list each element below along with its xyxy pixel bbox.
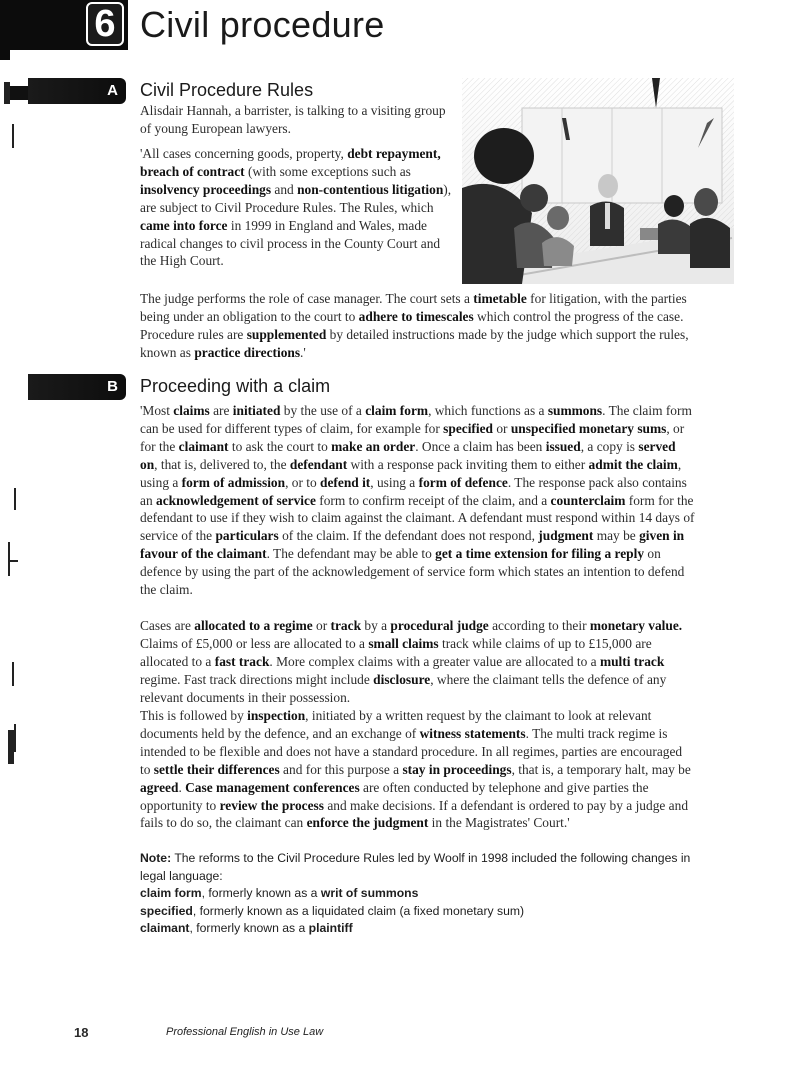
section-b-paragraph-2	[140, 617, 695, 707]
key-term: witness statements	[419, 725, 526, 741]
key-term: review the process	[219, 797, 324, 813]
key-term: settle their differences	[153, 761, 280, 777]
note-text: The reforms to the Civil Procedure Rules led by Woolf in 1998 included the following changes in legal language:	[140, 851, 691, 883]
paragraph-text: This is followed by	[140, 708, 248, 723]
key-term: get a time extension for filing a reply	[435, 546, 645, 562]
key-term: stay in proceedings	[402, 761, 512, 777]
unit-number: 6	[94, 3, 116, 45]
key-term: inspection	[247, 708, 306, 723]
margin-mark	[14, 724, 16, 752]
key-term: came into force	[140, 217, 228, 233]
paragraph-text: or	[493, 420, 511, 436]
key-term: timetable	[473, 291, 527, 306]
paragraph-text: , a copy is	[580, 438, 639, 454]
paragraph-text: and	[271, 181, 298, 197]
key-term: debt repayment, breach of contract	[140, 146, 441, 179]
note-lines	[140, 885, 700, 938]
key-term: summons	[547, 403, 603, 418]
section-b-paragraph-1	[140, 402, 695, 599]
note-former-term: writ of summons	[320, 886, 419, 900]
key-term: unspecified monetary sums	[510, 420, 667, 436]
key-term: form of defence	[418, 474, 508, 490]
paragraph-text: 'All cases concerning goods, property,	[140, 146, 348, 161]
paragraph-text: by a	[361, 618, 391, 633]
paragraph-text: form to confirm receipt of the claim, and a	[315, 492, 551, 508]
key-term: fast track	[214, 653, 270, 669]
paragraph-text: . The multi track regime is intended to be flexible and does not have a standard procedure. In all regimes, parties are encouraged to	[140, 725, 683, 777]
paragraph-text: of the claim. If the defendant does not respond,	[278, 528, 539, 544]
note-intro	[140, 850, 700, 885]
key-term: served on	[140, 438, 676, 472]
paragraph-text: with a response pack inviting them to either	[347, 456, 589, 472]
paragraph-text: .	[178, 779, 186, 795]
paragraph-text: . The response pack also contains an	[140, 474, 687, 508]
paragraph-text: regime. Fast track directions might include	[140, 671, 374, 687]
key-term: issued	[545, 438, 581, 454]
note-term: claimant	[140, 921, 190, 935]
key-term: agreed	[140, 779, 179, 795]
key-term: acknowledgement of service	[156, 492, 316, 508]
key-term: procedural judge	[390, 618, 489, 633]
paragraph-text: , using a	[370, 474, 419, 490]
paragraph-text: . Once a claim has been	[415, 438, 546, 454]
note-term: claim form	[140, 886, 202, 900]
key-term: admit the claim	[588, 456, 678, 472]
section-a-paragraph-1	[140, 145, 458, 270]
paragraph-text: for litigation, with the parties being under an obligation to the court to	[140, 291, 687, 324]
key-term: non-contentious litigation	[297, 181, 444, 197]
paragraph-text: , or for the	[140, 420, 685, 454]
unit-title: Civil procedure	[140, 4, 385, 45]
key-term: initiated	[232, 403, 281, 418]
margin-mark	[10, 86, 28, 100]
paragraph-text: , or to	[285, 474, 321, 490]
key-term: allocated to a regime	[194, 618, 313, 633]
paragraph-text: are	[209, 403, 233, 418]
section-b-paragraph-3	[140, 707, 695, 832]
key-term: particulars	[215, 528, 279, 544]
key-term: enforce the judgment	[306, 815, 429, 831]
key-term: claims	[173, 403, 210, 418]
section-b-heading: Proceeding with a claim	[140, 376, 331, 396]
paragraph-text: in the Magistrates' Court.'	[428, 815, 570, 831]
note-term: specified	[140, 903, 193, 918]
paragraph-text: according to their	[488, 618, 590, 633]
section-a-paragraph-2	[140, 290, 695, 362]
paragraph-text: , where the claimant tells the defence of any relevant documents in their possession.	[140, 671, 667, 705]
paragraph-text: in 1999 in England and Wales, made radical changes to civil process in the County Court and the High Court.	[140, 217, 441, 269]
paragraph-text: , that is, a temporary halt, may be	[511, 761, 691, 777]
note-label: Note:	[140, 851, 172, 865]
key-term: practice directions	[194, 344, 301, 360]
key-term: given in favour of the claimant	[140, 528, 685, 562]
key-term: counterclaim	[550, 492, 626, 508]
paragraph-text: which control the progress of the case. Procedure rules are	[140, 308, 684, 342]
key-term: insolvency proceedings	[140, 181, 272, 197]
paragraph-text: to ask the court to	[228, 438, 332, 454]
paragraph-text: Cases are	[140, 618, 195, 633]
key-term: claim form	[365, 403, 429, 418]
paragraph-text: and for this purpose a	[279, 761, 403, 777]
key-term: claimant	[178, 438, 229, 454]
key-term: track	[330, 618, 362, 633]
key-term: make an order	[331, 438, 416, 454]
meeting-photo	[462, 78, 734, 284]
paragraph-text: Claims of £5,000 or less are allocated to a	[140, 635, 369, 651]
paragraph-text: 'Most	[140, 403, 174, 418]
note-former-term: plaintiff	[308, 921, 353, 935]
paragraph-text: and make decisions. If a defendant is ordered to pay by a judge and fails to do so, the claimant can	[140, 797, 689, 831]
note-line-text: , formerly known as a	[189, 921, 309, 935]
section-b-label: B	[107, 378, 118, 395]
paragraph-text: (with some exceptions such as	[244, 163, 411, 179]
key-term: form of admission	[181, 474, 286, 490]
margin-mark	[10, 560, 18, 562]
note-line	[140, 903, 700, 921]
paragraph-text: by detailed instructions made by the judge which support the rules, known as	[140, 326, 689, 360]
paragraph-text: . More complex claims with a greater value are allocated to a	[269, 653, 600, 669]
key-term: adhere to timescales	[358, 308, 474, 324]
key-term: multi track	[599, 653, 665, 669]
key-term: disclosure	[373, 671, 431, 687]
key-term: supplemented	[246, 326, 327, 342]
key-term: judgment	[538, 528, 594, 544]
page-number: 18	[74, 1025, 89, 1040]
edge-strip	[0, 50, 10, 60]
paragraph-text: on defence by using the part of the acknowledgement of service form which states an intention to defend the claim.	[140, 546, 685, 598]
section-a-heading: Civil Procedure Rules	[140, 80, 314, 100]
paragraph-text: . The claim form can be used for different types of claim, for example for	[140, 403, 692, 436]
paragraph-text: form for the defendant to use if they wish to claim against the claimant. A defendant must respond within 14 days of service of the	[140, 492, 695, 544]
paragraph-text: by the use of a	[280, 403, 366, 418]
paragraph-text: or	[312, 618, 331, 633]
key-term: defendant	[289, 456, 348, 472]
paragraph-text: , that is, delivered to, the	[154, 456, 290, 472]
note-line	[140, 920, 700, 938]
key-term: Case management conferences	[185, 779, 360, 795]
book-title: Professional English in Use Law	[166, 1026, 324, 1038]
note-line	[140, 885, 700, 903]
section-a-intro: Alisdair Hannah, a barrister, is talking to a visiting group of young European lawyers.	[140, 103, 446, 136]
paragraph-text: ), are subject to Civil Procedure Rules. The Rules, which	[140, 181, 452, 215]
section-b-tab	[28, 374, 126, 400]
section-a-label: A	[107, 82, 118, 99]
key-term: small claims	[368, 635, 439, 651]
margin-mark	[8, 542, 10, 576]
note-line-text: , formerly known as a	[201, 886, 321, 900]
paragraph-text: may be	[593, 528, 640, 544]
paragraph-text: , which functions as a	[428, 403, 548, 418]
paragraph-text: are often conducted by telephone and give parties the opportunity to	[140, 779, 649, 813]
key-term: monetary value.	[589, 618, 683, 633]
section-a-tab	[28, 78, 126, 104]
key-term: defend it	[320, 474, 371, 490]
note-line-text: , formerly known as a liquidated claim (a fixed monetary sum)	[192, 903, 525, 918]
margin-mark	[12, 124, 14, 148]
paragraph-text: track while claims of up to £15,000 are allocated to a	[140, 635, 652, 669]
paragraph-text: , initiated by a written request by the claimant to look at relevant documents held by the defence, and an exchange of	[140, 708, 652, 741]
paragraph-text: . The defendant may be able to	[266, 546, 436, 562]
note-block	[140, 850, 700, 938]
margin-mark	[14, 488, 16, 510]
margin-mark	[12, 662, 14, 686]
paragraph-text: , using a	[140, 456, 682, 490]
paragraph-text: .'	[300, 344, 306, 360]
key-term: specified	[443, 420, 493, 436]
paragraph-text: The judge performs the role of case manager. The court sets a	[140, 291, 474, 306]
